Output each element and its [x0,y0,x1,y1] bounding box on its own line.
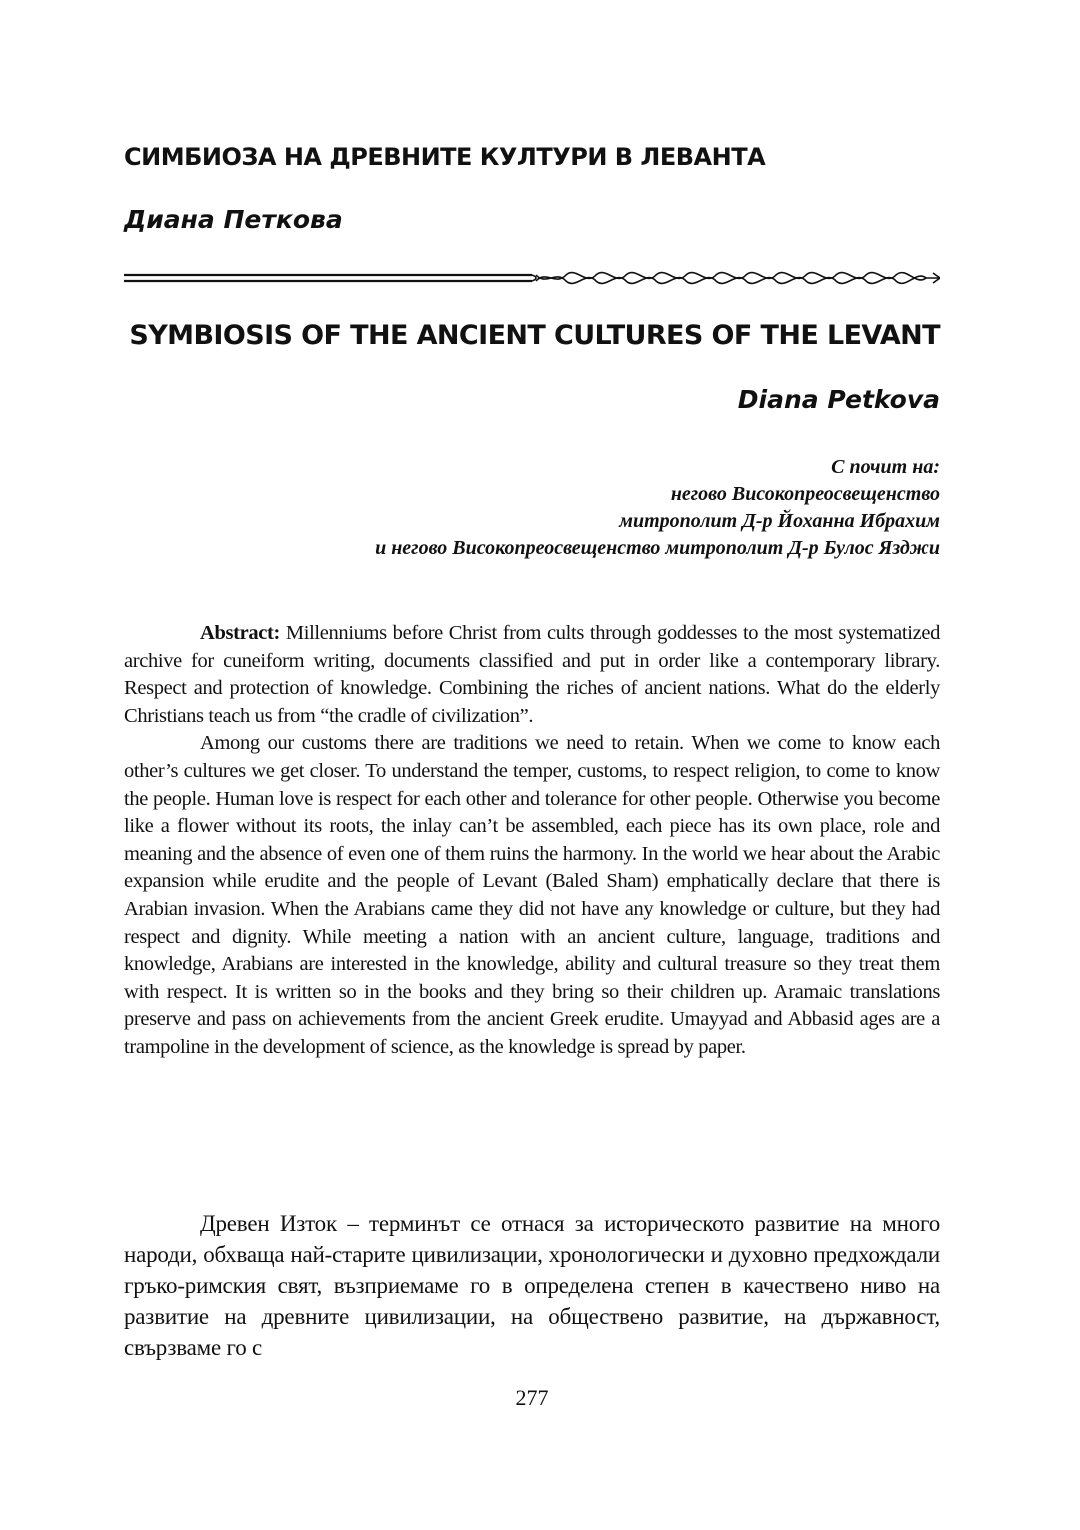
abstract-paragraph [124,620,940,730]
paper-page [124,0,940,1530]
body-paragraph: Древен Изток – терминът се отнася за историческото развитие на много народи, обхваща най-старите цивилизации, хронологически и духовно предхождали гръко-римския свят, възприемаме го в определена степен в качествено ниво на развитие на древните цивилизации, на обществено развитие, на държавност, свързваме го с [124,1211,940,1360]
dedication-line: и негово Високопреосвещенство митрополит Д-р Булос Язджи [375,537,940,559]
body-section [124,1208,940,1363]
abstract-label: Abstract: [200,622,280,644]
page-number: 277 [515,1385,549,1410]
abstract-text: Millenniums before Christ from cults through goddesses to the most systematized archive for cuneiform writing, documents classified and put in order like a contemporary library. Respect and protection of knowledge. Combining the riches of ancient nations. What do the elderly Christians teach us from “the cradle of civilization”. [124,622,940,727]
author-name-bulgarian: Диана Петкова [124,205,343,234]
dedication-line: митрополит Д-р Йоханна Ибрахим [619,510,940,532]
abstract-paragraph: Among our customs there are traditions we need to retain. When we come to know each other’s cultures we get closer. To understand the temper, customs, to respect religion, to come to know the people. Human love is respect for each other and tolerance for other people. Otherwise you become like a flower without its roots, the inlay can’t be assembled, each piece has its own place, role and meaning and the absence of even one of them ruins the harmony. In the world we hear about the Arabic expansion while erudite and the people of Levant (Baled Sham) emphatically declare that there is Arabian invasion. When the Arabians came they did not have any knowledge or culture, but they had respect and dignity. While meeting a nation with an ancient culture, language, traditions and knowledge, Arabians are interested in the knowledge, ability and cultural treasure so they treat them with respect. It is written so in the books and they bring so their children up. Aramaic translations preserve and pass on achievements from the ancient Greek erudite. Umayyad and Abbasid ages are a trampoline in the development of science, as the knowledge is spread by paper. [124,732,940,1058]
author-name-english: Diana Petkova [737,385,940,414]
article-title-bulgarian: СИМБИОЗА НА ДРЕВНИТЕ КУЛТУРИ В ЛЕВАНТА [124,143,766,171]
article-title-english: SYMBIOSIS OF THE ANCIENT CULTURES OF THE LEVANT [129,320,940,351]
dedication-line: негово Високопреосвещенство [670,483,940,505]
ornamental-divider [124,270,940,288]
dedication-block [124,454,940,562]
abstract-section [124,620,940,1062]
dedication-line: С почит на: [831,456,940,478]
